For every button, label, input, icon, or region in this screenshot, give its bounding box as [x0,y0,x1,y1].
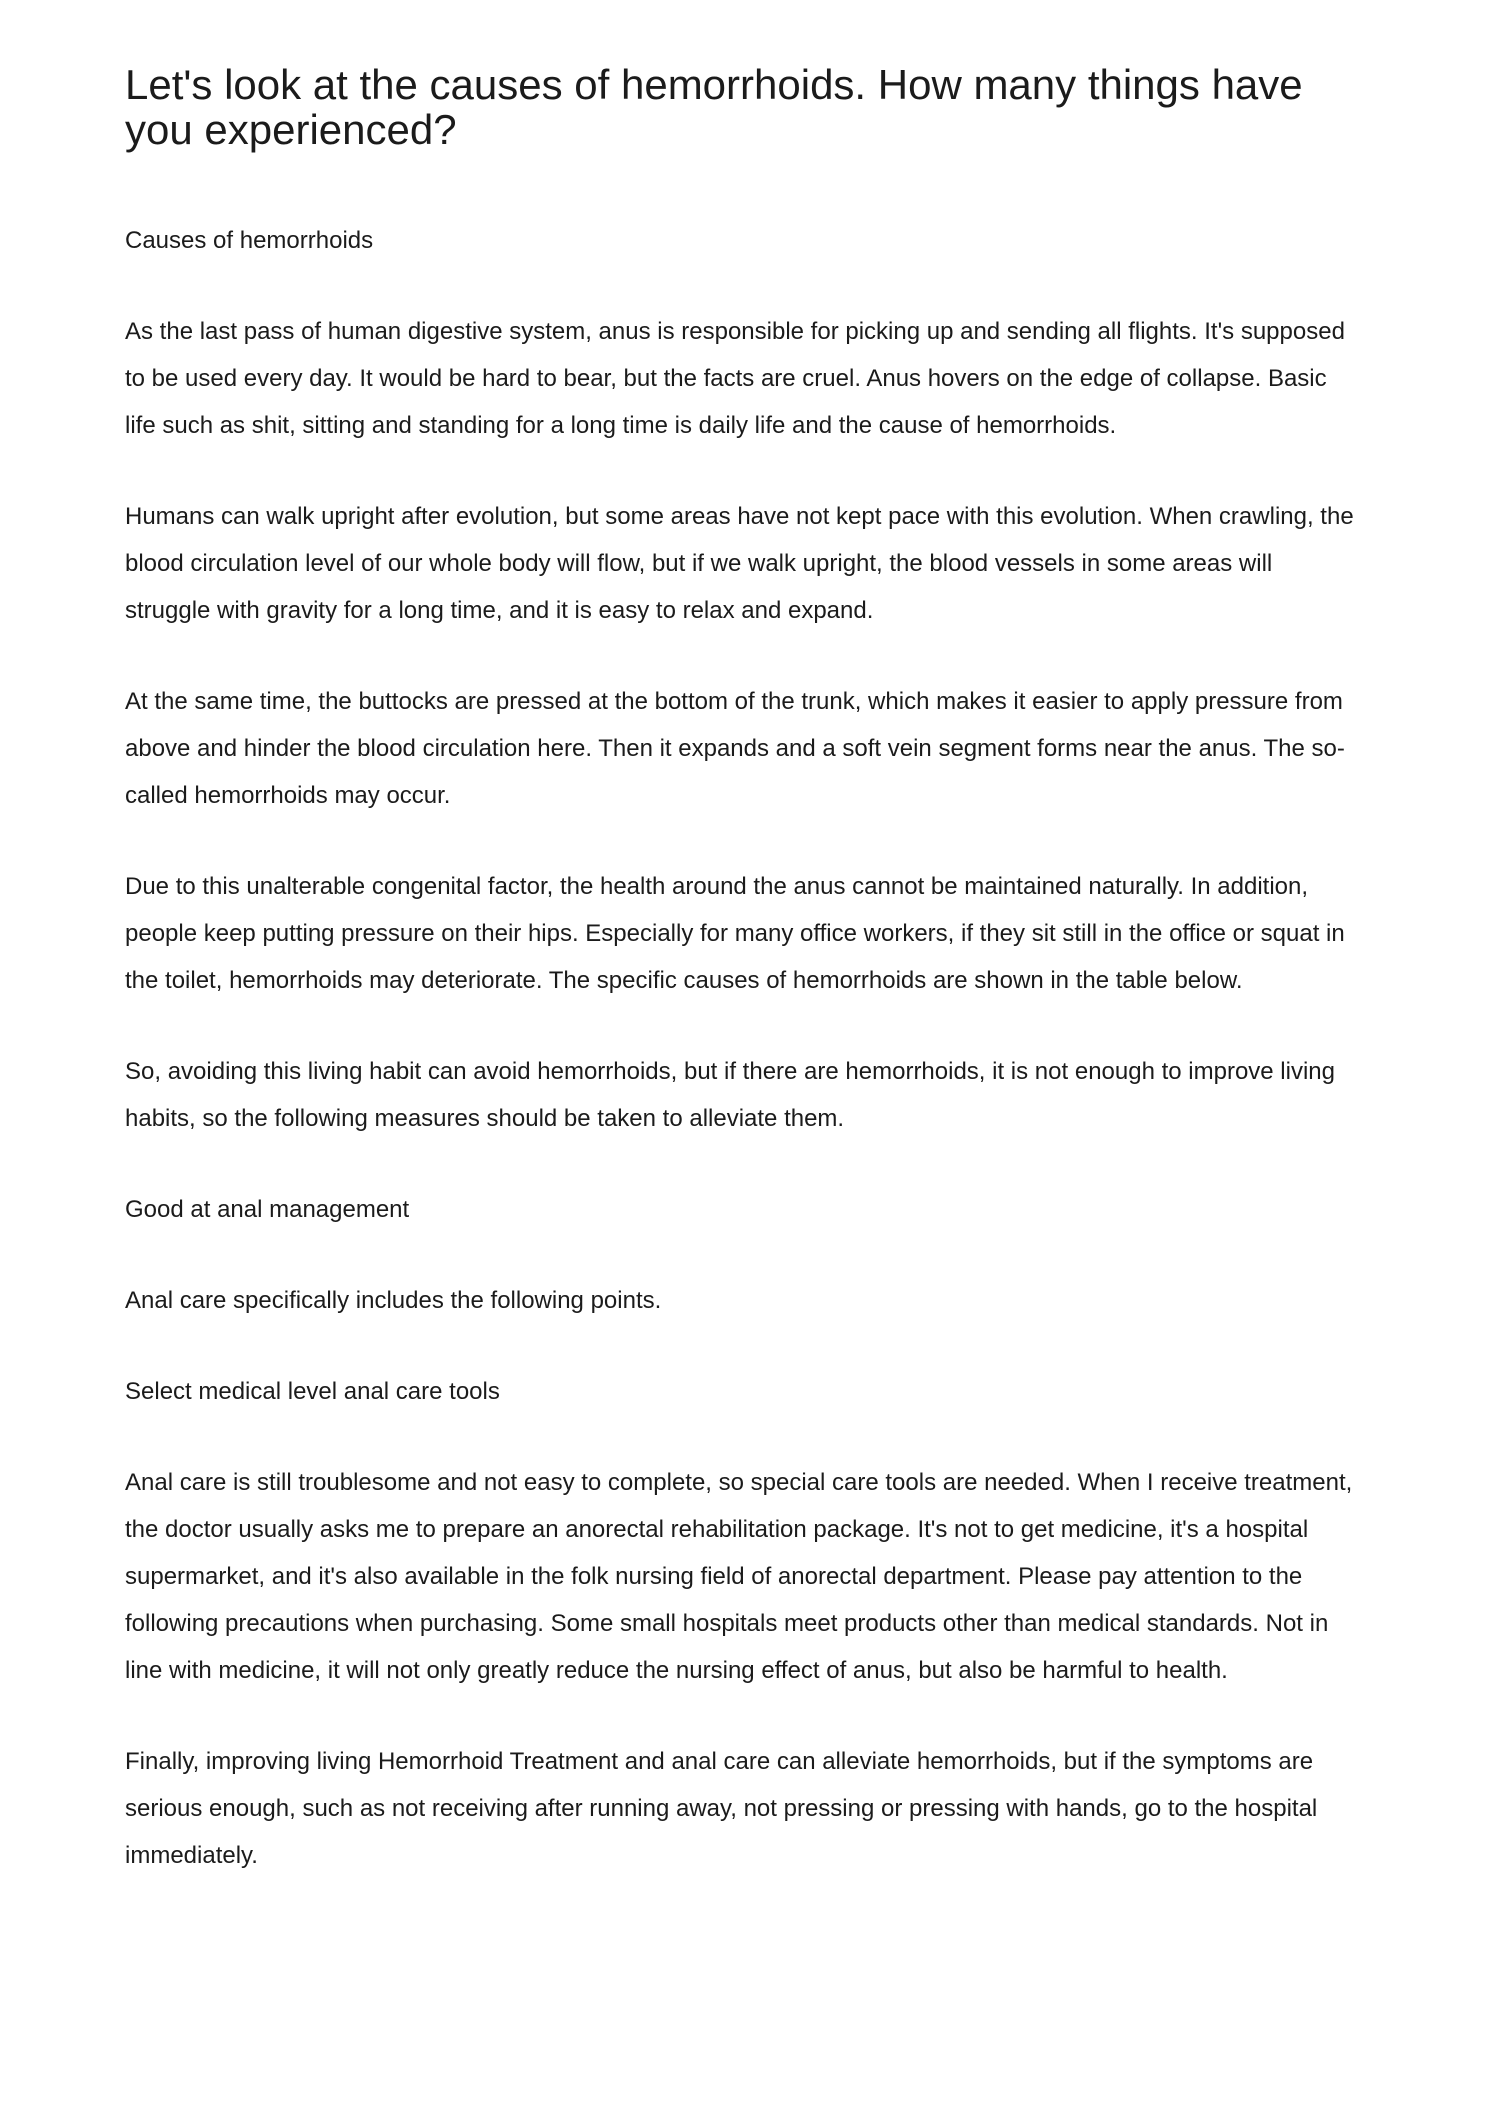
section-heading-anal-management: Good at anal management [125,1195,410,1223]
paragraph: As the last pass of human digestive system, anus is responsible for picking up and sending all flights. It's supposed to be used every day. It would be hard to bear, but the facts are cruel. Anus hovers on the edge of collapse. Basic life such as shit, sitting and standing for a long time is daily life and the cause of hemorrhoids. [125,317,1345,439]
paragraph: Humans can walk upright after evolution, but some areas have not kept pace with this evolution. When crawling, the blood circulation level of our whole body will flow, but if we walk upright, the blood vessels in some areas will struggle with gravity for a long time, and it is easy to relax and expand. [125,502,1354,624]
paragraph: So, avoiding this living habit can avoid hemorrhoids, but if there are hemorrhoids, it is not enough to improve living habits, so the following measures should be taken to alleviate them. [125,1057,1335,1132]
paragraph: Anal care specifically includes the following points. [125,1286,662,1314]
paragraph: Anal care is still troublesome and not easy to complete, so special care tools are needed. When I receive treatment, the doctor usually asks me to prepare an anorectal rehabilitation package. It's not to get medicine, it's a hospital supermarket, and it's also available in the folk nursing field of anorectal department. Please pay attention to the following precautions when purchasing. Some small hospitals meet products other than medical standards. Not in line with medicine, it will not only greatly reduce the nursing effect of anus, but also be harmful to health. [125,1468,1353,1684]
section-heading-select-tools: Select medical level anal care tools [125,1377,500,1405]
article [125,62,1362,1879]
paragraph: Finally, improving living Hemorrhoid Treatment and anal care can alleviate hemorrhoids, but if the symptoms are serious enough, such as not receiving after running away, not pressing or pressing with hands, go to the hospital immediately. [125,1747,1318,1869]
page-title: Let's look at the causes of hemorrhoids. How many things have you experienced? [125,61,1303,154]
paragraph: Due to this unalterable congenital factor, the health around the anus cannot be maintained naturally. In addition, people keep putting pressure on their hips. Especially for many office workers, if they sit still in the office or squat in the toilet, hemorrhoids may deteriorate. The specific causes of hemorrhoids are shown in the table below. [125,872,1345,994]
section-heading-causes: Causes of hemorrhoids [125,226,374,254]
paragraph: At the same time, the buttocks are pressed at the bottom of the trunk, which makes it easier to apply pressure from above and hinder the blood circulation here. Then it expands and a soft vein segment forms near the anus. The so-called hemorrhoids may occur. [125,687,1345,809]
